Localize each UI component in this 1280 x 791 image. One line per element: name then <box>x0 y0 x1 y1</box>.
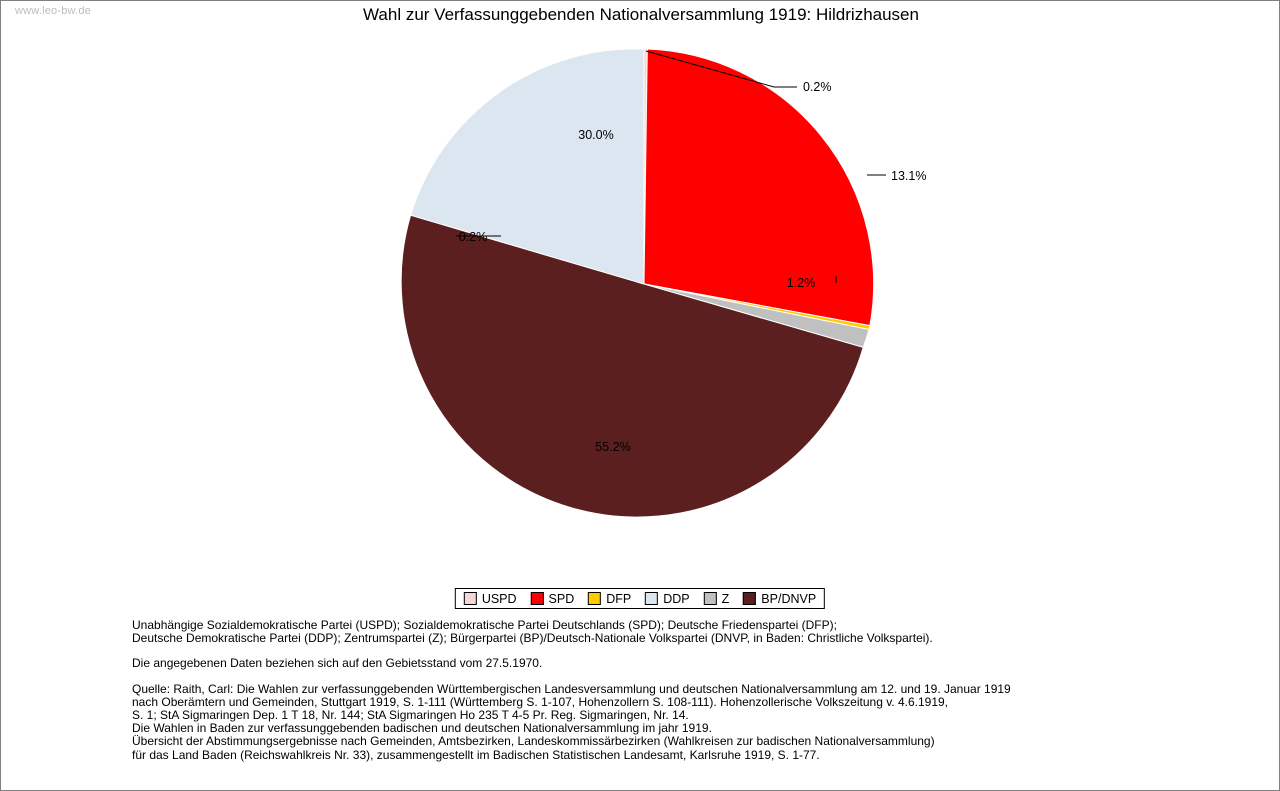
legend-item-uspd[interactable] <box>464 592 517 606</box>
slice-label-z: 1.2% <box>786 276 816 290</box>
legend-item-ddp[interactable] <box>645 592 689 606</box>
legend-item-dfp[interactable] <box>588 592 631 606</box>
note-territory <box>132 657 1242 670</box>
pie-chart-svg <box>1 31 1280 576</box>
slice-label-uspd: 0.2% <box>803 80 832 94</box>
chart-legend <box>455 588 825 609</box>
note-parties-line-1: Unabhängige Sozialdemokratische Partei (USPD); Sozialdemokratische Partei Deutschlands (SPD); Deutsche Friedenspartei (DFP); <box>132 618 837 632</box>
slice-label-spd: 13.1% <box>891 169 927 183</box>
legend-swatch-z <box>704 592 717 605</box>
note-territory-line-1: Die angegebenen Daten beziehen sich auf den Gebietsstand vom 27.5.1970. <box>132 656 543 671</box>
legend-label-bp-dnvp: BP/DNVP <box>761 591 817 606</box>
pie-chart-area <box>1 31 1280 576</box>
note-parties <box>132 619 1242 645</box>
slice-label-dfp: 0.2% <box>458 230 488 244</box>
page-title: Wahl zur Verfassunggebenden Nationalversammlung 1919: Hildrizhausen <box>363 5 919 24</box>
legend-label-dfp: DFP <box>606 591 632 606</box>
note-source-line-1: Quelle: Raith, Carl: Die Wahlen zur verfassunggebenden Württembergischen Landesversammlung und deutschen Nationalversammlung am 12. und 19. Januar 1919 <box>132 681 1011 696</box>
legend-label-spd: SPD <box>548 591 575 606</box>
legend-swatch-uspd <box>464 592 477 605</box>
watermark-text: www.leo-bw.de <box>15 5 91 17</box>
pie-slice-spd[interactable] <box>644 49 874 326</box>
legend-item-z[interactable] <box>704 592 730 606</box>
note-source-line-3: S. 1; StA Sigmaringen Dep. 1 T 18, Nr. 144; StA Sigmaringen Ho 235 T 4-5 Pr. Reg. Sigmaringen, Nr. 14. <box>132 708 689 723</box>
legend-swatch-ddp <box>645 592 658 605</box>
slice-label-bp-dnvp: 55.2% <box>595 440 631 454</box>
chart-footnotes <box>132 619 1242 762</box>
legend-label-z: Z <box>721 591 730 606</box>
note-source-line-2: nach Oberämtern und Gemeinden, Stuttgart 1919, S. 1-111 (Württemberg S. 1-107, Hohenzollern S. 108-111). Hohenzollerische Volkszeitung v. 4.6.1919, <box>132 694 949 709</box>
note-source-line-6: für das Land Baden (Reichswahlkreis Nr. 33), zusammengestellt im Badischen Statistischen Landesamt, Karlsruhe 1919, S. 1-77. <box>132 747 820 762</box>
legend-swatch-spd <box>531 592 544 605</box>
legend-item-spd[interactable] <box>531 592 575 606</box>
note-parties-line-2: Deutsche Demokratische Partei (DDP); Zentrumspartei (Z); Bürgerpartei (BP)/Deutsch-Nationale Volkspartei (DNVP, in Baden: Christliche Volkspartei). <box>132 631 933 646</box>
legend-label-uspd: USPD <box>481 591 517 606</box>
legend-item-bp-dnvp[interactable] <box>743 592 816 606</box>
slice-label-ddp: 30.0% <box>578 128 614 142</box>
note-source-line-5: Übersicht der Abstimmungsergebnisse nach Gemeinden, Amtsbezirken, Landeskommissärbezirken (Wahlkreisen zur badischen Nationalversammlung) <box>132 734 935 749</box>
legend-label-ddp: DDP <box>663 591 690 606</box>
note-source <box>132 683 1242 762</box>
legend-swatch-dfp <box>588 592 601 605</box>
note-source-line-4: Die Wahlen in Baden zur verfassunggebenden badischen und deutschen Nationalversammlung im jahr 1919. <box>132 721 712 736</box>
legend-swatch-bp-dnvp <box>743 592 756 605</box>
